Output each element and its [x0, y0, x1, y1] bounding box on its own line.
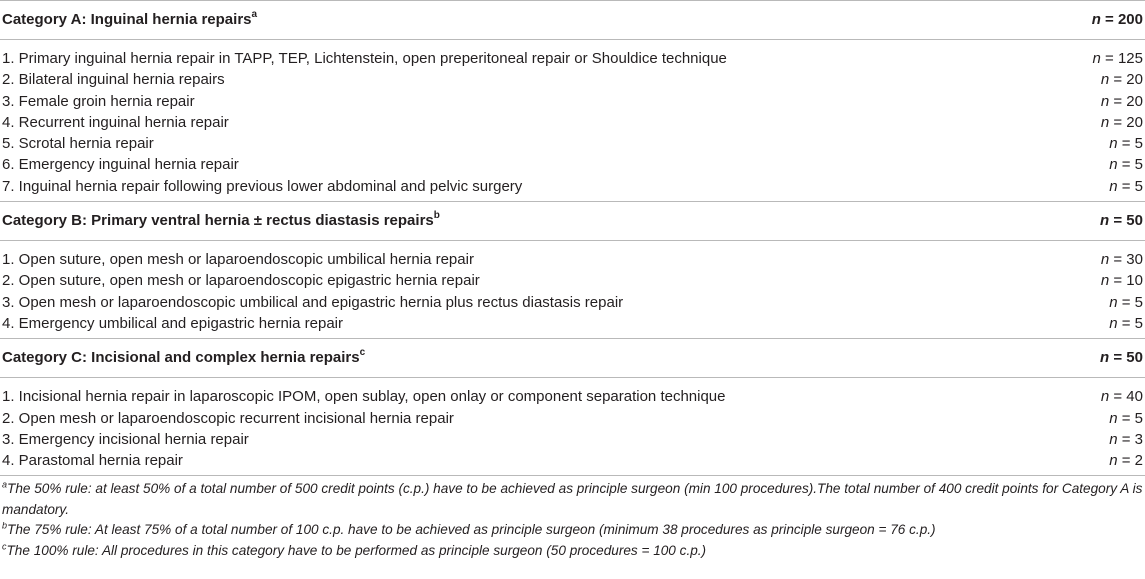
table-row: 3. Open mesh or laparoendoscopic umbilical and epigastric hernia plus rectus diastasis repair n = 5 — [2, 293, 1143, 311]
category-total: n = 200 — [1091, 11, 1143, 28]
table-row: 1. Open suture, open mesh or laparoendoscopic umbilical hernia repair n = 30 — [2, 251, 1143, 269]
table-row: 3. Emergency incisional hernia repair n = 3 — [2, 430, 1143, 448]
table-row: 2. Open mesh or laparoendoscopic recurrent incisional hernia repair n = 5 — [2, 409, 1143, 427]
table-row: 6. Emergency inguinal hernia repair n = 5 — [2, 156, 1143, 174]
category-title: Category C: Incisional and complex hernia repairs$^c$ — [2, 347, 366, 367]
category-a-header — [0, 0, 1145, 40]
footnote-marker: c — [359, 347, 366, 359]
category-title: Category B: Primary ventral hernia ± rectus diastasis repairs$^b$ — [2, 210, 440, 230]
category-c-rows — [0, 378, 1145, 475]
footnote-c: $^c$The 100% rule: All procedures in this category have to be performed as principle surgeon (50 procedures = 100 c.p.) — [2, 541, 707, 558]
table-row: 3. Female groin hernia repair n = 20 — [2, 92, 1143, 110]
category-b-rows — [0, 241, 1145, 338]
table-row: 1. Primary inguinal hernia repair in TAPP, TEP, Lichtenstein, open preperitoneal repair or Shouldice technique n = 125 — [2, 50, 1143, 67]
category-total: n = 50 — [1100, 349, 1143, 367]
category-c-header — [0, 338, 1145, 378]
footnote-a: $^a$The 50% rule: at least 50% of a total number of 500 credit points (c.p.) have to be achieved as principle surgeon (min 100 procedures).The total number of 400 credit points for Category A is mandatory. — [2, 479, 1143, 517]
category-b-header — [0, 201, 1145, 241]
footnote-marker: b — [433, 210, 440, 222]
table-row: 2. Open suture, open mesh or laparoendoscopic epigastric hernia repair n = 10 — [2, 272, 1143, 290]
category-title: Category A: Inguinal hernia repairs$^a$ — [2, 9, 258, 28]
category-total: n = 50 — [1100, 212, 1143, 230]
table-row: 4. Parastomal hernia repair n = 2 — [2, 452, 1143, 470]
table-row: 1. Incisional hernia repair in laparoscopic IPOM, open sublay, open onlay or component separation technique n = 40 — [2, 388, 1143, 406]
table-row: 4. Emergency umbilical and epigastric hernia repair n = 5 — [2, 314, 1143, 332]
table-row: 7. Inguinal hernia repair following previous lower abdominal and pelvic surgery n = 5 — [2, 177, 1143, 195]
footnote-marker: a — [251, 9, 258, 20]
table-row: 5. Scrotal hernia repair n = 5 — [2, 135, 1143, 153]
table-row: 4. Recurrent inguinal hernia repair n = 20 — [2, 113, 1143, 131]
footnote-b: $^b$The 75% rule: At least 75% of a total number of 100 c.p. have to be achieved as principle surgeon (minimum 38 procedures as principle surgeon = 76 c.p.) — [2, 520, 936, 538]
table-footnotes — [0, 475, 1145, 561]
table-row: 2. Bilateral inguinal hernia repairs n = 20 — [2, 71, 1143, 89]
category-a-rows — [0, 40, 1145, 201]
